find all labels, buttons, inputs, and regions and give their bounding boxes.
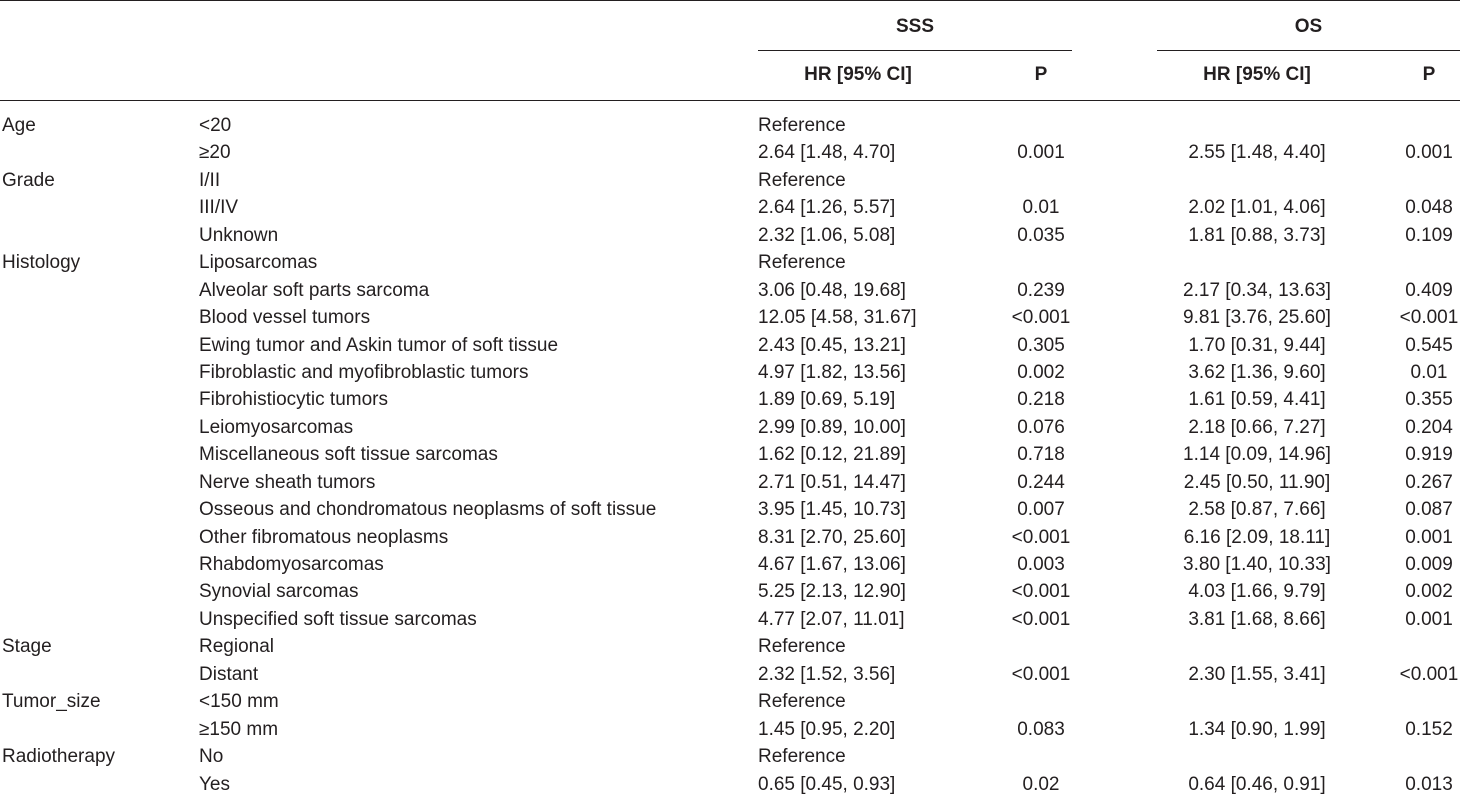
table-row [0, 524, 1460, 551]
table-row [0, 139, 1460, 166]
level-cell: Synovial sarcomas [199, 581, 359, 603]
table-row [0, 249, 1460, 276]
os-hr-cell: 3.62 [1.36, 9.60] [1188, 361, 1326, 383]
level-cell: I/II [199, 169, 221, 191]
table-row [0, 606, 1460, 633]
sss-hr-cell: Reference [758, 636, 846, 658]
sss-p-cell: <0.001 [1011, 608, 1071, 630]
table-body [0, 112, 1460, 798]
level-cell: Unknown [199, 224, 279, 246]
os-hr-cell: 0.64 [0.46, 0.91] [1188, 773, 1326, 795]
sss-p-cell: 0.003 [1017, 554, 1065, 575]
sss-hr-cell: 8.31 [2.70, 25.60] [758, 526, 906, 548]
level-cell: Osseous and chondromatous neoplasms of soft tissue [199, 499, 657, 521]
os-p-cell: 0.152 [1405, 718, 1453, 740]
sss-p-cell: <0.001 [1011, 663, 1071, 685]
sss-p-cell: 0.002 [1017, 361, 1065, 383]
os-hr-cell: 1.14 [0.09, 14.96] [1183, 444, 1331, 466]
level-cell: Leiomyosarcomas [199, 416, 354, 438]
os-hr-cell: 2.45 [0.50, 11.90] [1183, 471, 1331, 493]
variable-cell: Grade [2, 169, 55, 191]
os-hr-cell: 2.55 [1.48, 4.40] [1188, 142, 1326, 164]
os-group-header: OS [1294, 16, 1323, 37]
sss-p-cell: 0.083 [1017, 718, 1065, 740]
os-hr-cell: 2.30 [1.55, 3.41] [1188, 663, 1326, 685]
sss-p-cell: <0.001 [1011, 581, 1071, 603]
level-cell: Miscellaneous soft tissue sarcomas [199, 444, 498, 466]
level-cell: Nerve sheath tumors [199, 471, 376, 493]
os-p-cell: 0.355 [1405, 389, 1453, 411]
sss-p-cell: <0.001 [1011, 307, 1071, 329]
variable-cell: Stage [2, 636, 52, 658]
sss-hr-cell: 1.89 [0.69, 5.19] [758, 389, 896, 411]
table-row [0, 194, 1460, 221]
sss-hr-cell: 12.05 [4.58, 31.67] [758, 307, 917, 329]
os-p-cell: 0.001 [1405, 526, 1453, 548]
os-p-cell: 0.109 [1405, 224, 1453, 246]
os-hr-cell: 3.81 [1.68, 8.66] [1188, 608, 1326, 630]
os-hr-column-header: HR [95% CI] [1203, 64, 1311, 85]
level-cell: Liposarcomas [199, 252, 318, 274]
sss-hr-cell: 3.95 [1.45, 10.73] [758, 499, 906, 521]
os-p-cell: 0.204 [1405, 416, 1453, 438]
sss-hr-cell: 2.32 [1.06, 5.08] [758, 224, 896, 246]
table-row [0, 332, 1460, 359]
sss-hr-column-header: HR [95% CI] [804, 64, 912, 85]
table-row [0, 716, 1460, 743]
table-row [0, 222, 1460, 249]
os-p-cell: 0.409 [1405, 279, 1453, 301]
table-row [0, 414, 1460, 441]
os-p-cell: 0.009 [1405, 554, 1453, 575]
os-hr-cell: 6.16 [2.09, 18.11] [1183, 526, 1331, 548]
os-p-cell: 0.013 [1405, 773, 1453, 795]
os-p-cell: 0.002 [1405, 581, 1453, 603]
header-bottom-rule [0, 100, 1460, 101]
sss-p-cell: 0.01 [1022, 197, 1060, 219]
sss-p-cell: 0.218 [1017, 389, 1065, 411]
os-hr-cell: 2.17 [0.34, 13.63] [1183, 279, 1331, 301]
level-cell: Fibrohistiocytic tumors [199, 389, 388, 411]
sss-hr-cell: 2.99 [0.89, 10.00] [758, 416, 906, 438]
os-hr-cell: 2.02 [1.01, 4.06] [1188, 197, 1326, 219]
sss-hr-cell: 2.43 [0.45, 13.21] [758, 334, 906, 356]
variable-cell: Age [2, 115, 36, 136]
os-group-rule [1157, 50, 1460, 51]
os-hr-cell: 3.80 [1.40, 10.33] [1183, 554, 1331, 575]
sss-hr-cell: 4.77 [2.07, 11.01] [758, 608, 905, 630]
sss-hr-cell: Reference [758, 252, 846, 274]
sss-hr-cell: Reference [758, 746, 846, 768]
table-row [0, 441, 1460, 468]
table-row [0, 167, 1460, 194]
os-hr-cell: 2.18 [0.66, 7.27] [1188, 416, 1326, 438]
variable-cell: Histology [2, 252, 81, 274]
sss-p-cell: 0.239 [1017, 279, 1065, 301]
os-p-cell: <0.001 [1399, 307, 1459, 329]
sss-p-cell: 0.035 [1017, 224, 1065, 246]
os-hr-cell: 4.03 [1.66, 9.79] [1188, 581, 1326, 603]
level-cell: Fibroblastic and myofibroblastic tumors [199, 361, 529, 383]
sss-hr-cell: 2.64 [1.48, 4.70] [758, 142, 896, 164]
sss-p-cell: 0.718 [1017, 444, 1065, 466]
os-hr-cell: 2.58 [0.87, 7.66] [1188, 499, 1326, 521]
sss-p-cell: 0.244 [1017, 471, 1065, 493]
sss-p-cell: 0.007 [1017, 499, 1065, 521]
sss-p-cell: 0.02 [1022, 773, 1060, 795]
table-row [0, 743, 1460, 770]
os-p-cell: 0.01 [1410, 361, 1448, 383]
os-hr-cell: 9.81 [3.76, 25.60] [1183, 307, 1331, 329]
sss-hr-cell: 2.32 [1.52, 3.56] [758, 663, 896, 685]
sss-p-column-header: P [1034, 64, 1048, 85]
level-cell: III/IV [199, 197, 239, 219]
os-p-cell: 0.919 [1405, 444, 1453, 466]
table-row [0, 578, 1460, 605]
level-cell: Other fibromatous neoplasms [199, 526, 449, 548]
os-p-cell: 0.048 [1405, 197, 1453, 219]
level-cell: ≥20 [199, 142, 231, 164]
sss-hr-cell: 1.62 [0.12, 21.89] [758, 444, 906, 466]
level-cell: <150 mm [199, 691, 279, 713]
level-cell: Alveolar soft parts sarcoma [199, 279, 430, 301]
sss-p-cell: 0.076 [1017, 416, 1065, 438]
os-p-cell: <0.001 [1399, 663, 1459, 685]
level-cell: Distant [199, 663, 259, 685]
sss-hr-cell: 3.06 [0.48, 19.68] [758, 279, 906, 301]
table-top-rule [0, 0, 1460, 1]
os-p-cell: 0.001 [1405, 142, 1453, 164]
sss-hr-cell: 4.97 [1.82, 13.56] [758, 361, 906, 383]
table-row [0, 688, 1460, 715]
sss-hr-cell: Reference [758, 691, 846, 713]
table-row [0, 386, 1460, 413]
level-cell: No [199, 746, 224, 768]
variable-cell: Tumor_size [2, 691, 101, 713]
os-hr-cell: 1.34 [0.90, 1.99] [1188, 718, 1326, 740]
os-p-column-header: P [1422, 64, 1436, 85]
table-row [0, 112, 1460, 139]
level-cell: ≥150 mm [199, 718, 279, 740]
os-p-cell: 0.001 [1405, 608, 1453, 630]
level-cell: Regional [199, 636, 274, 658]
sss-hr-cell: 5.25 [2.13, 12.90] [758, 581, 906, 603]
table-row [0, 771, 1460, 798]
level-cell: Blood vessel tumors [199, 307, 371, 329]
level-cell: <20 [199, 115, 232, 136]
table-row [0, 304, 1460, 331]
sss-group-header: SSS [895, 16, 935, 37]
variable-cell: Radiotherapy [2, 746, 116, 768]
level-cell: Yes [199, 773, 230, 795]
os-p-cell: 0.087 [1405, 499, 1453, 521]
table-row [0, 359, 1460, 386]
table-row [0, 551, 1460, 578]
table-row [0, 661, 1460, 688]
table-row [0, 496, 1460, 523]
os-hr-cell: 1.61 [0.59, 4.41] [1188, 389, 1326, 411]
level-cell: Ewing tumor and Askin tumor of soft tissue [199, 334, 559, 356]
sss-p-cell: 0.305 [1017, 334, 1065, 356]
level-cell: Unspecified soft tissue sarcomas [199, 608, 477, 630]
sss-hr-cell: 4.67 [1.67, 13.06] [758, 554, 906, 575]
sss-hr-cell: 1.45 [0.95, 2.20] [758, 718, 896, 740]
sss-hr-cell: 0.65 [0.45, 0.93] [758, 773, 896, 795]
sss-p-cell: 0.001 [1017, 142, 1065, 164]
sss-hr-cell: 2.71 [0.51, 14.47] [758, 471, 906, 493]
sss-p-cell: <0.001 [1011, 526, 1071, 548]
sss-group-rule [758, 50, 1072, 51]
sss-hr-cell: 2.64 [1.26, 5.57] [758, 197, 896, 219]
table-row [0, 277, 1460, 304]
os-p-cell: 0.545 [1405, 334, 1453, 356]
table-row [0, 633, 1460, 660]
table-row [0, 469, 1460, 496]
level-cell: Rhabdomyosarcomas [199, 554, 384, 575]
os-p-cell: 0.267 [1405, 471, 1453, 493]
sss-hr-cell: Reference [758, 115, 846, 136]
os-hr-cell: 1.70 [0.31, 9.44] [1188, 334, 1326, 356]
sss-hr-cell: Reference [758, 169, 846, 191]
os-hr-cell: 1.81 [0.88, 3.73] [1188, 224, 1326, 246]
